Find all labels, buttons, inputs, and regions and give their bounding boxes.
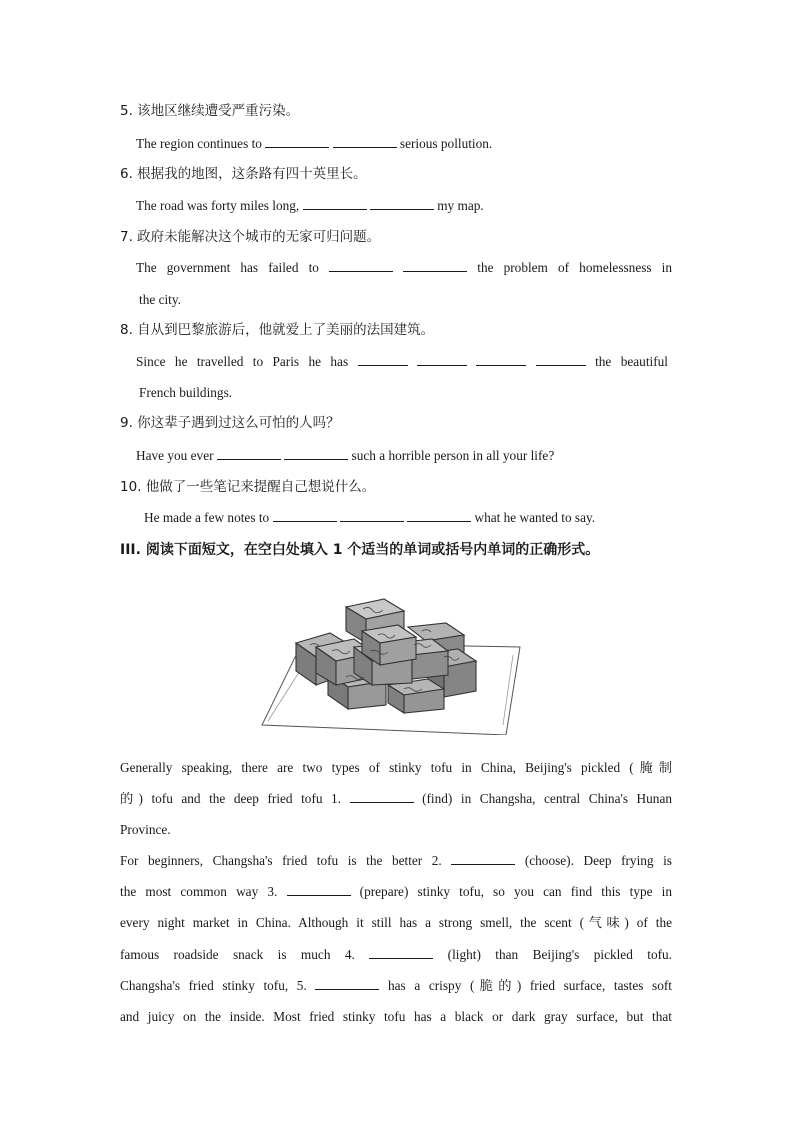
passage-line-9: and juicy on the inside. Most fried stinky tofu has a black or dark gray surface, but that: [120, 1009, 672, 1024]
passage-text: Changsha's fried stinky tofu, 5.: [120, 978, 307, 993]
q7-text-b: the problem of homelessness in: [477, 260, 673, 275]
passage-line-4: [120, 851, 672, 871]
answer-blank[interactable]: [284, 446, 348, 460]
q7-english-cont: the city.: [139, 292, 181, 307]
answer-blank[interactable]: [303, 196, 367, 210]
answer-blank-2[interactable]: [451, 851, 515, 865]
q10-text-b: what he wanted to say.: [474, 510, 596, 525]
answer-blank[interactable]: [273, 508, 337, 522]
q6-text-b: my map.: [437, 198, 484, 213]
answer-blank[interactable]: [329, 258, 393, 272]
q7-text-a: The government has failed to: [136, 260, 319, 275]
q8-chinese: 8. 自从到巴黎旅游后，他就爱上了美丽的法国建筑。: [120, 322, 435, 338]
answer-blank-1[interactable]: [350, 789, 414, 803]
passage-text: (prepare) stinky tofu, so you can find this type in: [359, 884, 673, 899]
answer-blank[interactable]: [217, 446, 281, 460]
passage-line-6: every night market in China. Although it still has a strong smell, the scent (气味) of the: [120, 915, 672, 930]
q10-english: [144, 508, 674, 528]
passage-text: the most common way 3.: [120, 884, 278, 899]
passage-line-2: [120, 789, 672, 809]
q5-text-a: The region continues to: [136, 136, 262, 151]
answer-blank[interactable]: [358, 352, 408, 366]
q6-text-a: The road was forty miles long,: [136, 198, 300, 213]
answer-blank[interactable]: [403, 258, 467, 272]
passage-text: For beginners, Changsha's fried tofu is the better 2.: [120, 853, 442, 868]
q10-chinese: 10. 他做了一些笔记来提醒自己想说什么。: [120, 479, 376, 495]
answer-blank-4[interactable]: [369, 945, 433, 959]
stinky-tofu-illustration: [258, 585, 528, 735]
q9-chinese: 9. 你这辈子遇到过这么可怕的人吗？: [120, 415, 340, 431]
passage-line-1: Generally speaking, there are two types of stinky tofu in China, Beijing's pickled (腌制: [120, 760, 672, 775]
q10-text-a: He made a few notes to: [144, 510, 270, 525]
answer-blank-5[interactable]: [315, 976, 379, 990]
answer-blank[interactable]: [370, 196, 434, 210]
answer-blank[interactable]: [265, 134, 329, 148]
passage-text: (light) than Beijing's pickled tofu.: [447, 947, 673, 962]
answer-blank[interactable]: [417, 352, 467, 366]
q9-english: [136, 446, 674, 466]
q8-text-a: Since he travelled to Paris he has: [136, 354, 349, 369]
answer-blank[interactable]: [333, 134, 397, 148]
q7-chinese: 7. 政府未能解决这个城市的无家可归问题。: [120, 229, 381, 245]
q9-text-b: such a horrible person in all your life?: [351, 448, 555, 463]
passage-text: famous roadside snack is much 4.: [120, 947, 355, 962]
stinky-tofu-icon: [258, 585, 528, 735]
passage-line-3: Province.: [120, 822, 171, 837]
passage-text: (choose). Deep frying is: [524, 853, 672, 868]
q5-english: [136, 134, 674, 154]
passage-line-5: [120, 882, 672, 902]
passage-line-8: [120, 976, 672, 996]
answer-blank[interactable]: [476, 352, 526, 366]
answer-blank[interactable]: [407, 508, 471, 522]
answer-blank[interactable]: [340, 508, 404, 522]
section-heading: III. 阅读下面短文，在空白处填入 1 个适当的单词或括号内单词的正确形式。: [120, 542, 600, 558]
q5-chinese: 5. 该地区继续遭受严重污染。: [120, 103, 300, 119]
passage-text: has a crispy (脆的) fried surface, tastes soft: [388, 978, 672, 993]
q7-english: [136, 258, 672, 278]
q5-text-b: serious pollution.: [399, 136, 493, 151]
q6-chinese: 6. 根据我的地图，这条路有四十英里长。: [120, 166, 367, 182]
q8-english: [136, 352, 668, 372]
passage-text: 的) tofu and the deep fried tofu 1.: [120, 791, 342, 806]
answer-blank-3[interactable]: [287, 882, 351, 896]
q6-english: [136, 196, 674, 216]
q9-text-a: Have you ever: [136, 448, 214, 463]
q8-english-cont: French buildings.: [139, 385, 233, 400]
passage-text: (find) in Changsha, central China's Hunan: [422, 791, 673, 806]
passage-line-7: [120, 945, 672, 965]
q8-text-b: the beautiful: [595, 354, 668, 369]
answer-blank[interactable]: [536, 352, 586, 366]
